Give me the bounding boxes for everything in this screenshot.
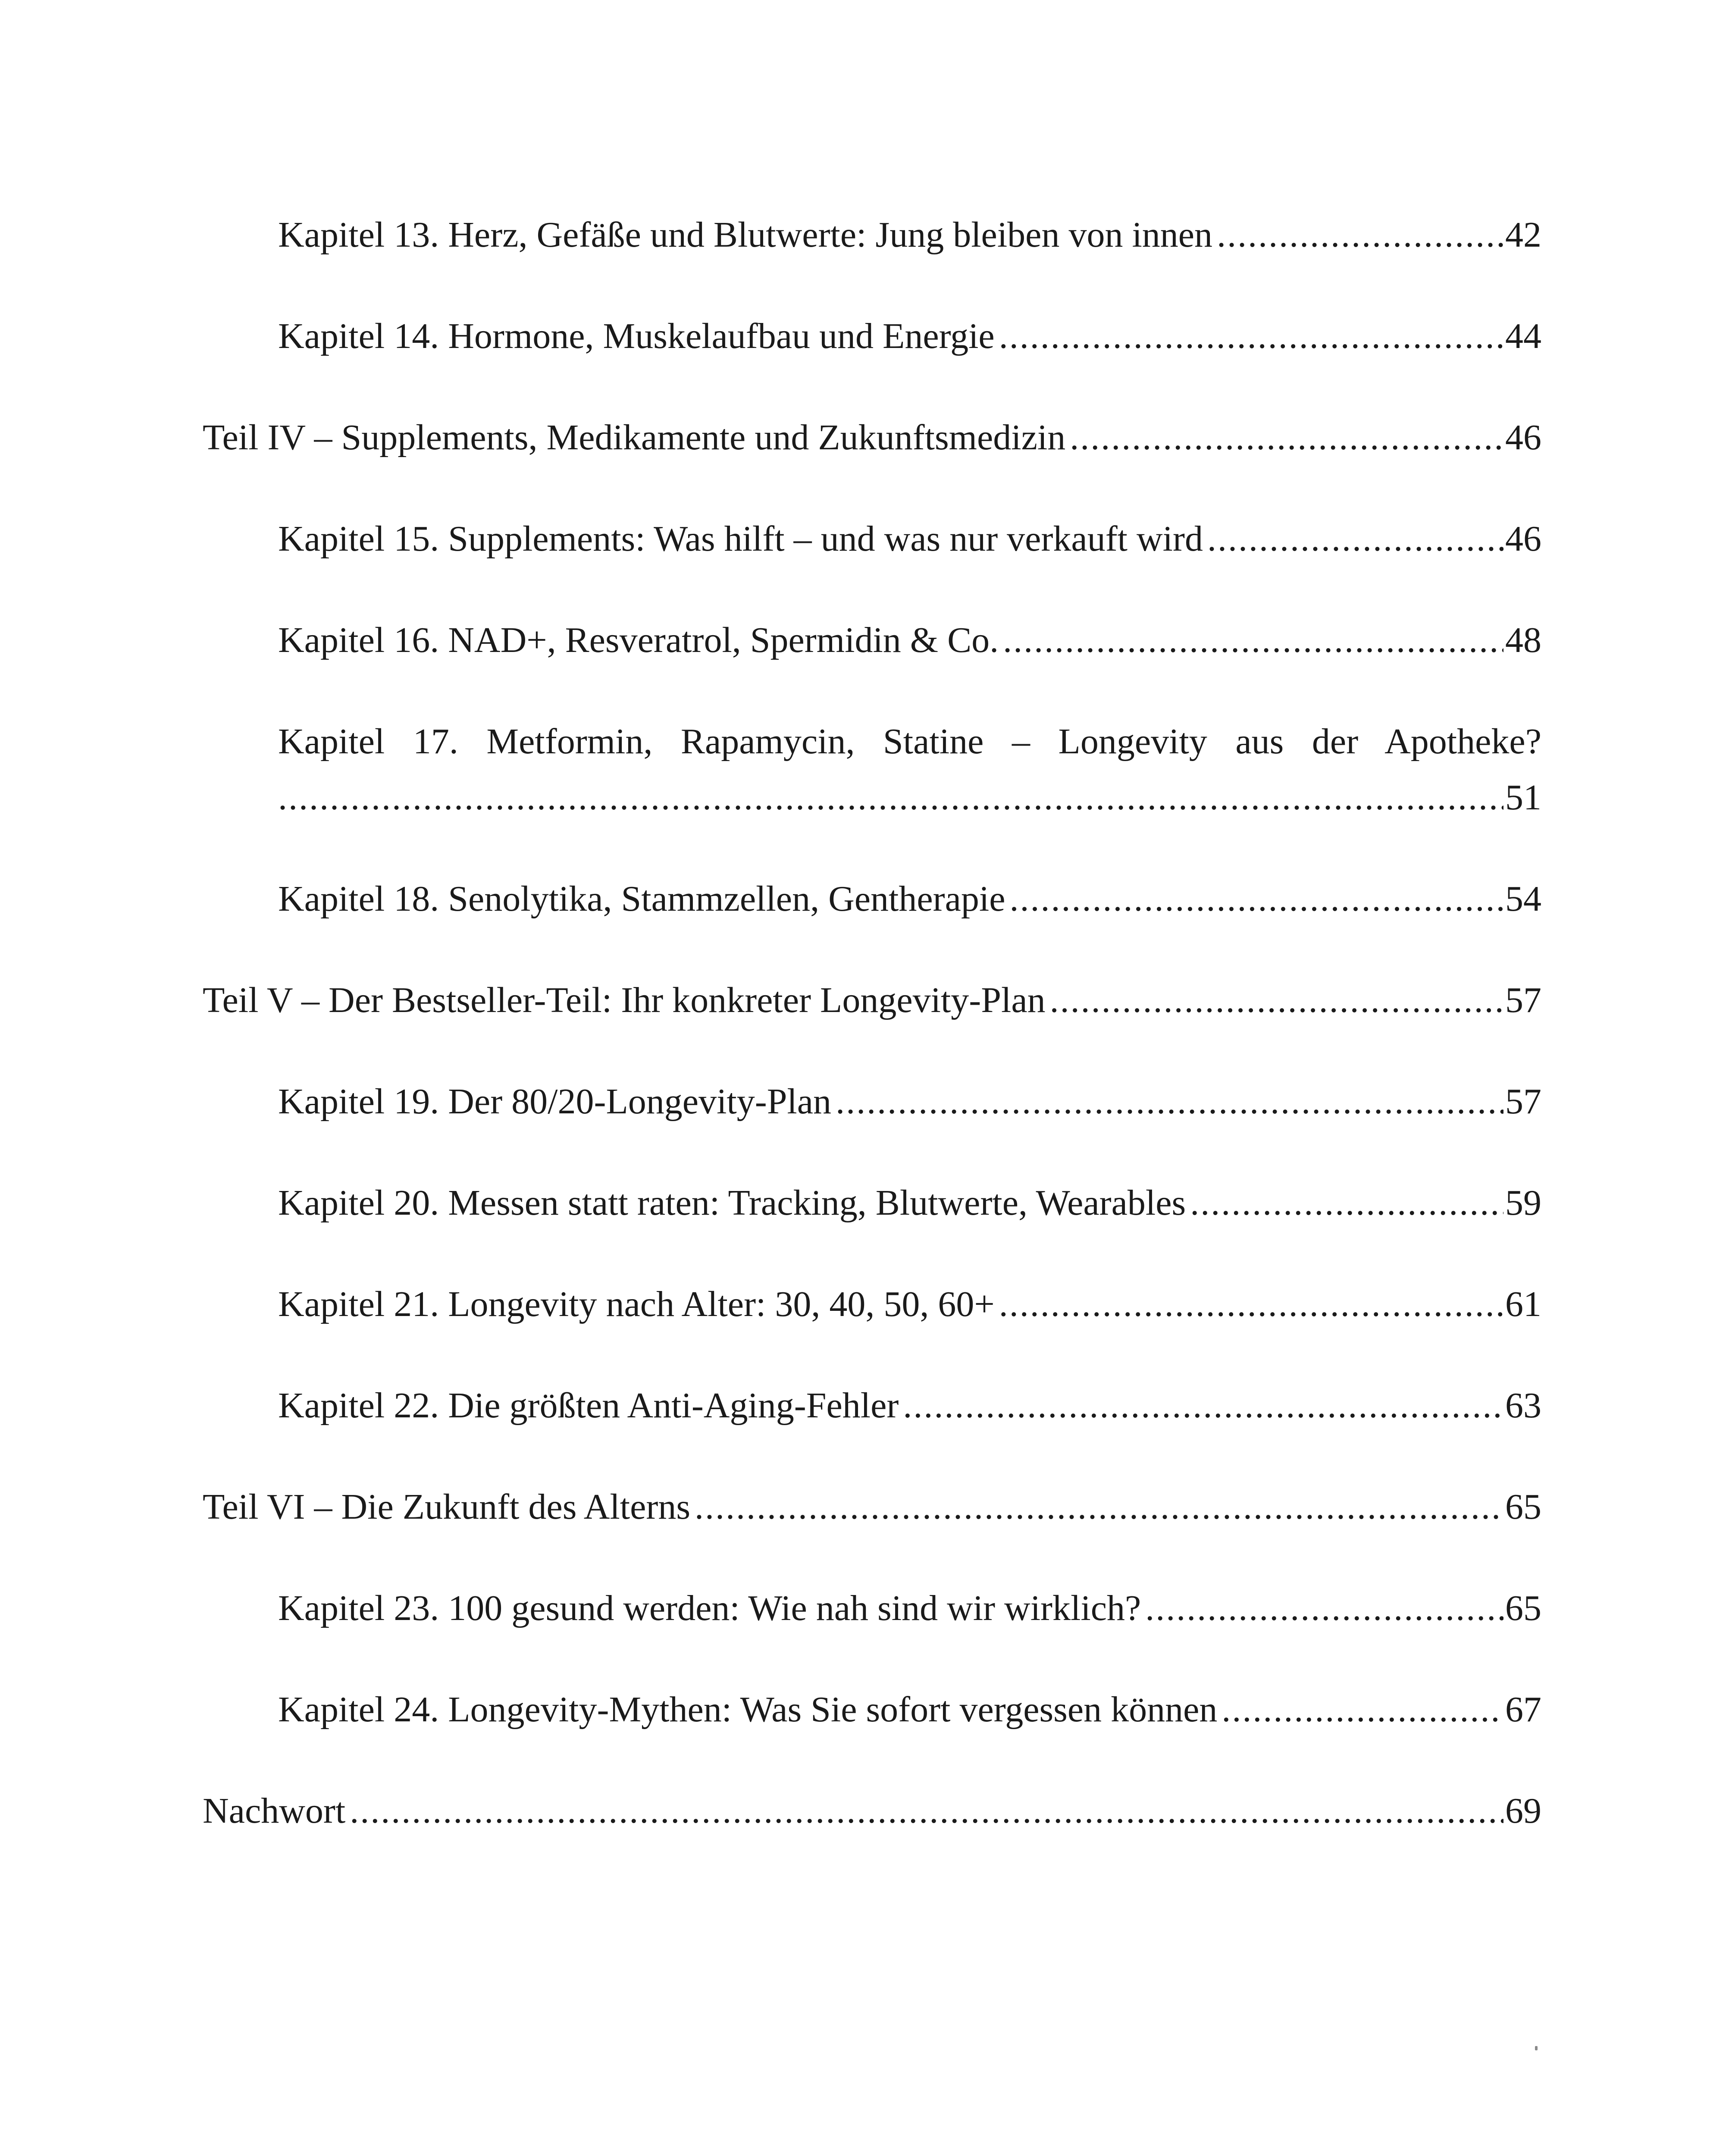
toc-entry-kapitel-19 (278, 1074, 1541, 1130)
toc-entry-title: Kapitel 14. Hormone, Muskelaufbau und Energie (278, 316, 995, 356)
toc-entry-title: Kapitel 13. Herz, Gefäße und Blutwerte: Jung bleiben von innen (278, 215, 1213, 255)
toc-entry-kapitel-24 (278, 1682, 1541, 1738)
toc-page-number: 69 (1505, 1791, 1541, 1831)
toc-entry-title: Kapitel 19. Der 80/20-Longevity-Plan (278, 1081, 832, 1122)
toc-entry-title: Kapitel 16. NAD+, Resveratrol, Spermidin & Co. (278, 620, 999, 660)
toc-page-number: 59 (1505, 1183, 1541, 1223)
toc-page-number: 42 (1505, 215, 1541, 255)
toc-leader-dots (278, 770, 1503, 826)
toc-leader-dots (1010, 871, 1503, 927)
toc-leader-dots (1217, 207, 1503, 263)
toc-entry-kapitel-20 (278, 1175, 1541, 1231)
toc-page-number: 57 (1505, 1081, 1541, 1122)
toc-entry-kapitel-17 (278, 714, 1541, 826)
toc-entry-title: Kapitel 18. Senolytika, Stammzellen, Gentherapie (278, 879, 1005, 919)
toc-entry-kapitel-14 (278, 308, 1541, 364)
toc-entry-teil-vi (203, 1479, 1541, 1535)
toc-page-number: 48 (1505, 620, 1541, 660)
toc-entry-teil-iv (203, 410, 1541, 466)
toc-entry-kapitel-23 (278, 1580, 1541, 1636)
toc-page-number: 65 (1505, 1588, 1541, 1628)
toc-entry-title: Teil IV – Supplements, Medikamente und Zukunftsmedizin (203, 417, 1066, 458)
toc-leader-dots (999, 1276, 1503, 1332)
toc-page-number: 63 (1505, 1385, 1541, 1426)
toc-entry-nachwort (203, 1783, 1541, 1839)
toc-entry-teil-v (203, 972, 1541, 1028)
toc-entry-title: Kapitel 23. 100 gesund werden: Wie nah sind wir wirklich? (278, 1588, 1141, 1628)
toc-page-number: 54 (1505, 879, 1541, 919)
toc-entry-title: Kapitel 22. Die größten Anti-Aging-Fehler (278, 1385, 899, 1426)
toc-leader-dots (1145, 1580, 1503, 1636)
toc-entry-title: Kapitel 24. Longevity-Mythen: Was Sie sofort vergessen können (278, 1689, 1218, 1730)
toc-page-number: 46 (1505, 519, 1541, 559)
toc-leader-dots (1070, 410, 1503, 466)
toc-leader-dots (350, 1783, 1503, 1839)
toc-leader-dots (1207, 511, 1503, 567)
toc-leader-dots (999, 308, 1503, 364)
toc-entry-title: Nachwort (203, 1791, 346, 1831)
toc-page-number: 44 (1505, 316, 1541, 356)
toc-leader-dots (1190, 1175, 1503, 1231)
toc-entry-title: Kapitel 21. Longevity nach Alter: 30, 40, 50, 60+ (278, 1284, 995, 1324)
toc-leader-dots (695, 1479, 1503, 1535)
toc-entry-title: Kapitel 15. Supplements: Was hilft – und was nur verkauft wird (278, 519, 1203, 559)
toc-entry-kapitel-16 (278, 612, 1541, 668)
toc-entry-title: Kapitel 20. Messen statt raten: Tracking, Blutwerte, Wearables (278, 1183, 1186, 1223)
toc-page-number: 61 (1505, 1284, 1541, 1324)
toc-entry-kapitel-15 (278, 511, 1541, 567)
toc-page-number: 65 (1505, 1487, 1541, 1527)
toc-entry-kapitel-21 (278, 1276, 1541, 1332)
toc-leader-dots (1050, 972, 1503, 1028)
toc-entry-title: Teil V – Der Bestseller-Teil: Ihr konkreter Longevity-Plan (203, 980, 1046, 1020)
toc-entry-kapitel-22 (278, 1378, 1541, 1434)
toc-page-number: 46 (1505, 417, 1541, 458)
toc-leader-dots (1003, 612, 1503, 668)
scan-speck (1535, 2046, 1538, 2050)
toc-page-number: 67 (1505, 1689, 1541, 1730)
toc-leader-dots (1221, 1682, 1503, 1738)
toc-leader-dots (903, 1378, 1503, 1434)
toc-entry-kapitel-13 (278, 207, 1541, 263)
toc-leader-dots (836, 1074, 1503, 1130)
toc-entry-title: Teil VI – Die Zukunft des Alterns (203, 1487, 691, 1527)
toc-entry-kapitel-18 (278, 871, 1541, 927)
toc-page-number: 57 (1505, 980, 1541, 1020)
toc-page-number: 51 (1505, 777, 1541, 818)
toc-entry-title: Kapitel 17. Metformin, Rapamycin, Statine – Longevity aus der Apotheke? (278, 721, 1541, 761)
